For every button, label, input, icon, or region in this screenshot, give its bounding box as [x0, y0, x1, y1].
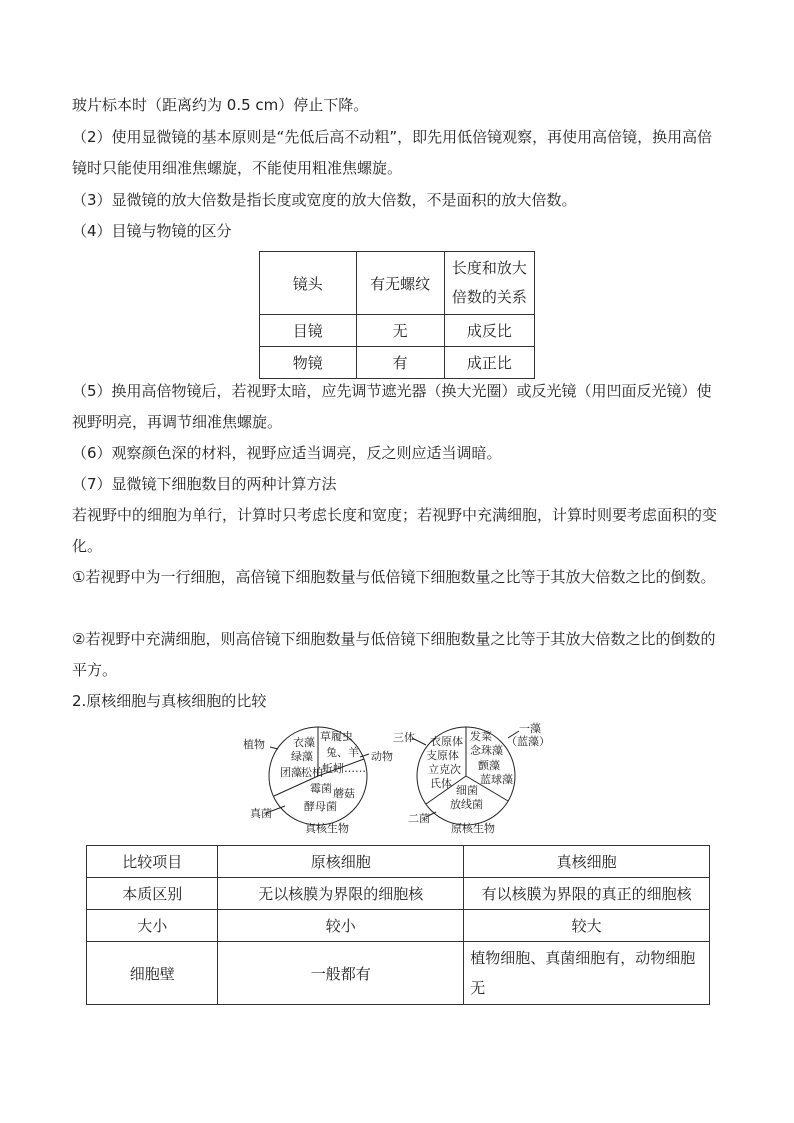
table-header-row — [260, 252, 535, 315]
table-cell: 一般都有 — [218, 942, 464, 1005]
table-cell: 真核细胞 — [464, 846, 710, 878]
eukaryote-diagram — [238, 716, 398, 838]
sector-text: 衣原体 — [430, 735, 463, 748]
sector-text: 细菌 — [456, 784, 478, 797]
paragraph-lens-heading: （4）目镜与物镜的区分 — [72, 222, 232, 240]
table-cell: 大小 — [87, 910, 218, 942]
sector-text: 绿藻 — [291, 750, 313, 763]
lens-table — [259, 251, 535, 379]
label-three-bodies: 三体 — [393, 731, 415, 744]
sector-text: 松柏 — [301, 766, 323, 779]
table-header-row — [87, 846, 710, 878]
label-one-alga: 一藻 — [519, 722, 541, 735]
paragraph-count-intro: 若视野中的细胞为单行，计算时只考虑长度和宽度；若视野中充满细胞，计算时则要考虑面积的变化。 — [72, 506, 718, 555]
prokaryote-diagram — [386, 716, 556, 838]
table-cell: 比较项目 — [87, 846, 218, 878]
table-cell: 无以核膜为界限的细胞核 — [218, 878, 464, 910]
label-plant: 植物 — [243, 738, 265, 751]
sector-text: 颤藻 — [478, 759, 500, 772]
table-row — [87, 910, 710, 942]
sector-text: 氏体 — [430, 777, 452, 790]
sector-text: 酵母菌 — [304, 800, 337, 813]
sector-text: 念珠藻 — [470, 744, 503, 757]
table-row — [87, 878, 710, 910]
sector-text: 蓝球藻 — [480, 773, 513, 786]
label-blue-alga: （蓝藻） — [506, 735, 550, 748]
table-cell: 长度和放大倍数的关系 — [444, 252, 534, 315]
paragraph-full-field: ②若视野中充满细胞，则高倍镜下细胞数量与低倍镜下细胞数量之比等于其放大倍数之比的倒数的平方。 — [72, 630, 716, 679]
paragraph-principle: （2）使用显微镜的基本原则是“先低后高不动粗”，即先用低倍镜观察，再使用高倍镜，换用高倍镜时只能使用细准焦螺旋，不能使用粗准焦螺旋。 — [72, 128, 713, 177]
label-animal: 动物 — [371, 750, 393, 763]
sector-text: 支原体 — [426, 749, 459, 762]
sector-text: 团藻 — [280, 766, 302, 779]
sector-text: 霉菌 — [310, 782, 332, 795]
comparison-table — [86, 845, 710, 1005]
paragraph-count-heading: （7）显微镜下细胞数目的两种计算方法 — [72, 475, 337, 493]
table-cell: 物镜 — [260, 347, 357, 379]
table-cell: 有 — [356, 347, 444, 379]
table-cell: 较小 — [218, 910, 464, 942]
sector-text: 蘑菇 — [333, 787, 355, 800]
paragraph-magnification: （3）显微镜的放大倍数是指长度或宽度的放大倍数，不是面积的放大倍数。 — [72, 191, 577, 209]
table-cell: 有以核膜为界限的真正的细胞核 — [464, 878, 710, 910]
label-two-bacteria: 二菌 — [408, 812, 430, 825]
table-cell: 无 — [356, 315, 444, 347]
sector-text: 蚯蚓…… — [322, 762, 366, 775]
sector-text: 草履虫 — [320, 730, 353, 743]
sector-text: 衣藻 — [293, 736, 315, 749]
table-cell: 细胞壁 — [87, 942, 218, 1005]
sector-text: 兔、羊 — [326, 746, 359, 759]
table-cell: 成正比 — [444, 347, 534, 379]
sector-text: 立克次 — [428, 763, 461, 776]
table-row — [260, 347, 535, 379]
paragraph-dark-field: （5）换用高倍物镜后，若视野太暗，应先调节遮光器（换大光圈）或反光镜（用凹面反光镜）使视野明亮，再调节细准焦螺旋。 — [72, 382, 712, 431]
sector-text: 发菜 — [470, 730, 492, 743]
section-heading: 2.原核细胞与真核细胞的比较 — [72, 692, 267, 710]
table-cell: 有无螺纹 — [356, 252, 444, 315]
label-fungi: 真菌 — [250, 807, 272, 820]
label-eukaryote: 真核生物 — [305, 822, 349, 835]
table-cell: 目镜 — [260, 315, 357, 347]
table-cell: 原核细胞 — [218, 846, 464, 878]
table-cell: 较大 — [464, 910, 710, 942]
paragraph-brightness: （6）观察颜色深的材料，视野应适当调亮，反之则应适当调暗。 — [72, 444, 502, 462]
table-cell: 本质区别 — [87, 878, 218, 910]
table-cell: 成反比 — [444, 315, 534, 347]
table-row — [87, 942, 710, 1005]
paragraph-single-row: ①若视野中为一行细胞，高倍镜下细胞数量与低倍镜下细胞数量之比等于其放大倍数之比的倒数。 — [72, 568, 716, 586]
paragraph-continuation: 玻片标本时（距离约为 0.5 cm）停止下降。 — [72, 96, 369, 114]
sector-text: 放线菌 — [450, 798, 483, 811]
table-row — [260, 315, 535, 347]
label-prokaryote: 原核生物 — [451, 822, 495, 835]
table-cell: 植物细胞、真菌细胞有，动物细胞无 — [464, 942, 710, 1005]
table-cell: 镜头 — [260, 252, 357, 315]
